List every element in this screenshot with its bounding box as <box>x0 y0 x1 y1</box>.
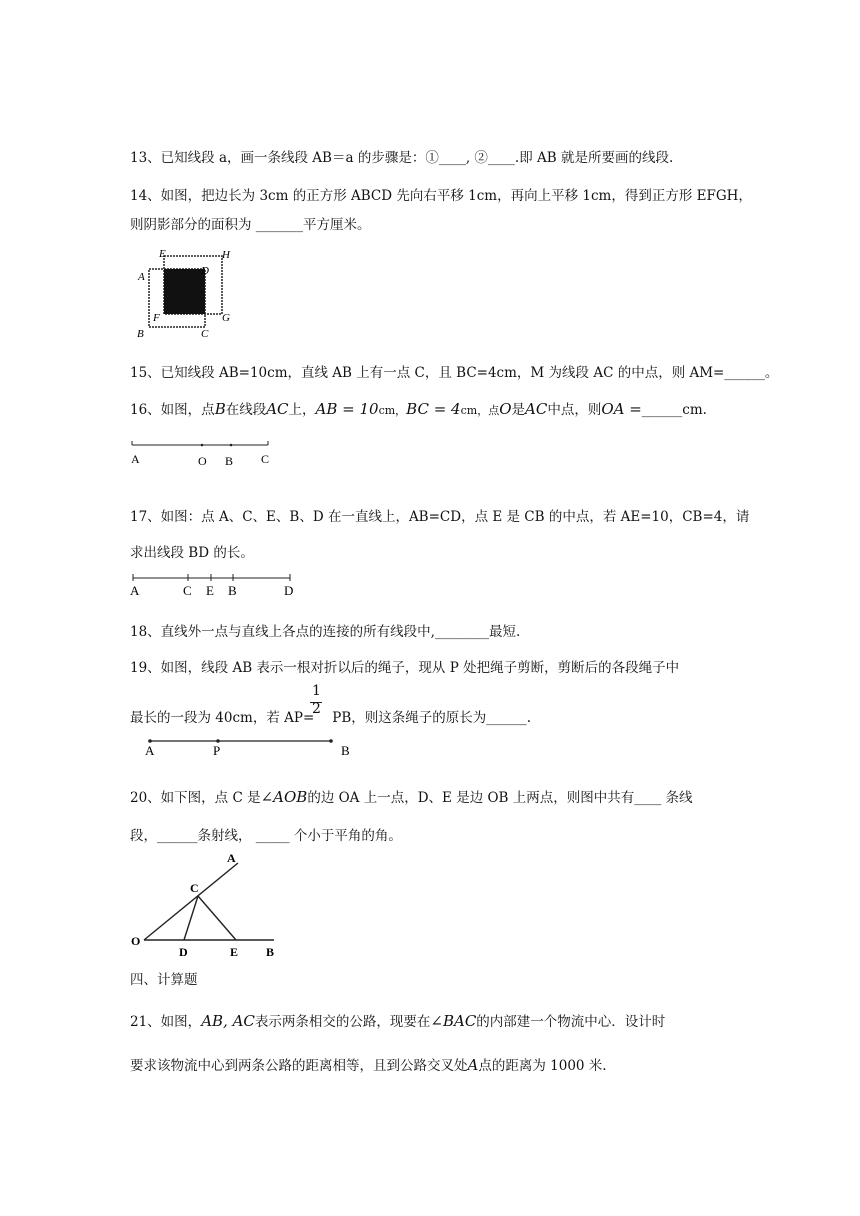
label-d: D <box>284 583 294 598</box>
question-17-text-1: 17、如图：点 A、C、E、B、D 在一直线上，AB=CD，点 E 是 CB 的中点，若 AE=10，CB=4，请 <box>130 509 750 525</box>
label-f: F <box>153 312 160 324</box>
label-e: E <box>230 945 239 959</box>
fraction-denominator: 2 <box>312 701 321 717</box>
q16-oa-equation: OA = <box>601 400 642 418</box>
dot-b <box>230 444 233 447</box>
label-a: A <box>130 583 140 598</box>
question-20-line-2 <box>130 824 402 844</box>
q16-ab-equation: AB = 10 <box>315 400 379 418</box>
segment-aobc-figure <box>128 436 278 470</box>
question-18-text: 18、直线外一点与直线上各点的连接的所有线段中,________最短. <box>130 624 521 640</box>
q16-text-3: 是 <box>511 402 526 418</box>
question-20-text-2: 段，______条射线， _____ 个小于平角的角。 <box>130 828 402 844</box>
q21-angle-bac: ∠BAC <box>430 1012 477 1030</box>
label-g: G <box>222 312 230 324</box>
q16-point-o: O <box>499 400 512 418</box>
q21-text-3: 要求该物流中心到两条公路的距离相等，且到公路交叉处 <box>130 1058 468 1074</box>
folded-rope-figure <box>140 734 355 758</box>
label-o: O <box>198 454 207 468</box>
segment-ce <box>198 896 236 940</box>
angle-aob-figure <box>128 848 283 960</box>
question-15-text: 15、已知线段 AB=10cm，直线 AB 上有一点 C，且 BC=4cm，M 为线段 AC 的中点，则 AM=______。 <box>130 365 779 381</box>
question-20-line-1 <box>130 786 693 806</box>
label-b: B <box>266 945 275 959</box>
q16-prefix: 16、如图，点 <box>130 402 215 418</box>
label-b: B <box>137 328 144 340</box>
ray-oa <box>144 863 238 940</box>
label-b: B <box>228 583 237 598</box>
q16-segment-ac-2: AC <box>525 400 548 418</box>
section-title <box>130 968 198 988</box>
label-a: A <box>145 743 155 758</box>
question-14-line-1 <box>130 184 752 204</box>
question-17-line-1 <box>130 505 749 525</box>
q21-text-4: 点的距离为 1000 米. <box>478 1058 607 1074</box>
label-c: C <box>261 452 270 466</box>
segment-cd <box>184 896 198 940</box>
label-d: D <box>201 265 209 277</box>
question-19-text-1: 19、如图，线段 AB 表示一根对折以后的绳子，现从 P 处把绳子剪断，剪断后的各段绳子中 <box>130 660 680 676</box>
q21-prefix: 21、如图， <box>130 1014 202 1030</box>
question-19-text-2b: PB，则这条绳子的原长为______. <box>332 710 532 726</box>
q16-text-1: 在线段 <box>225 402 267 418</box>
question-14-text-2: 则阴影部分的面积为 _______平方厘米。 <box>130 217 371 233</box>
label-h: H <box>222 249 230 261</box>
question-16 <box>130 398 707 418</box>
question-21-line-1 <box>130 1010 665 1030</box>
fraction-numerator: 1 <box>312 683 321 699</box>
question-19-text-2a: 最长的一段为 40cm，若 AP= <box>130 710 315 726</box>
q21-roads-ab-ac: AB, AC <box>201 1012 255 1030</box>
q21-point-a: A <box>467 1056 479 1074</box>
question-15 <box>130 361 778 381</box>
square-translation-figure <box>130 246 240 342</box>
question-13 <box>130 146 673 166</box>
dot-o <box>201 444 204 447</box>
label-c: C <box>201 328 209 340</box>
label-p: P <box>213 743 221 758</box>
q20-angle-aob: ∠AOB <box>260 788 308 806</box>
q16-bc-equation: BC = 4 <box>406 400 461 418</box>
q20-text-1: 的边 OA 上一点，D、E 是边 OB 上两点，则图中共有____ 条线 <box>307 790 693 806</box>
question-17-line-2 <box>130 541 254 561</box>
q16-text-4: 中点，则 <box>547 402 602 418</box>
q20-prefix: 20、如下图，点 C 是 <box>130 790 261 806</box>
question-19-line-1 <box>130 656 679 676</box>
q16-blank: ______cm. <box>641 402 707 418</box>
dot-b <box>329 739 333 743</box>
section-4-title: 四、计算题 <box>130 972 198 988</box>
question-18 <box>130 620 520 640</box>
label-e: E <box>206 583 214 598</box>
label-a: A <box>138 271 145 283</box>
label-a: A <box>131 452 140 466</box>
q21-text-2: 的内部建一个物流中心．设计时 <box>476 1014 666 1030</box>
segment-acebd-figure <box>128 569 303 601</box>
label-b: B <box>341 743 350 758</box>
question-13-text: 13、已知线段 a，画一条线段 AB＝a 的步骤是：①____, ②____.即 AB 就是所要画的线段. <box>130 150 674 166</box>
label-d: D <box>179 945 188 959</box>
label-b: B <box>225 454 234 468</box>
q16-segment-ac: AC <box>266 400 289 418</box>
q16-text-2: 上， <box>288 402 316 418</box>
label-o: O <box>131 934 141 948</box>
shaded-overlap <box>164 269 205 314</box>
label-a: A <box>227 851 236 865</box>
question-21-line-2 <box>130 1054 607 1074</box>
q16-unit-2: cm，点 <box>460 404 500 417</box>
q16-unit-1: cm， <box>378 404 407 417</box>
q16-point-b: B <box>214 400 226 418</box>
label-e: E <box>159 248 166 260</box>
question-19-line-2 <box>130 706 531 726</box>
question-17-text-2: 求出线段 BD 的长。 <box>130 545 254 561</box>
question-14-line-2 <box>130 213 371 233</box>
label-c: C <box>190 881 199 895</box>
label-c: C <box>183 583 192 598</box>
q21-text-1: 表示两条相交的公路，现要在 <box>254 1014 431 1030</box>
question-14-text-1: 14、如图，把边长为 3cm 的正方形 ABCD 先向右平移 1cm，再向上平移 1cm，得到正方形 EFGH， <box>130 188 752 204</box>
